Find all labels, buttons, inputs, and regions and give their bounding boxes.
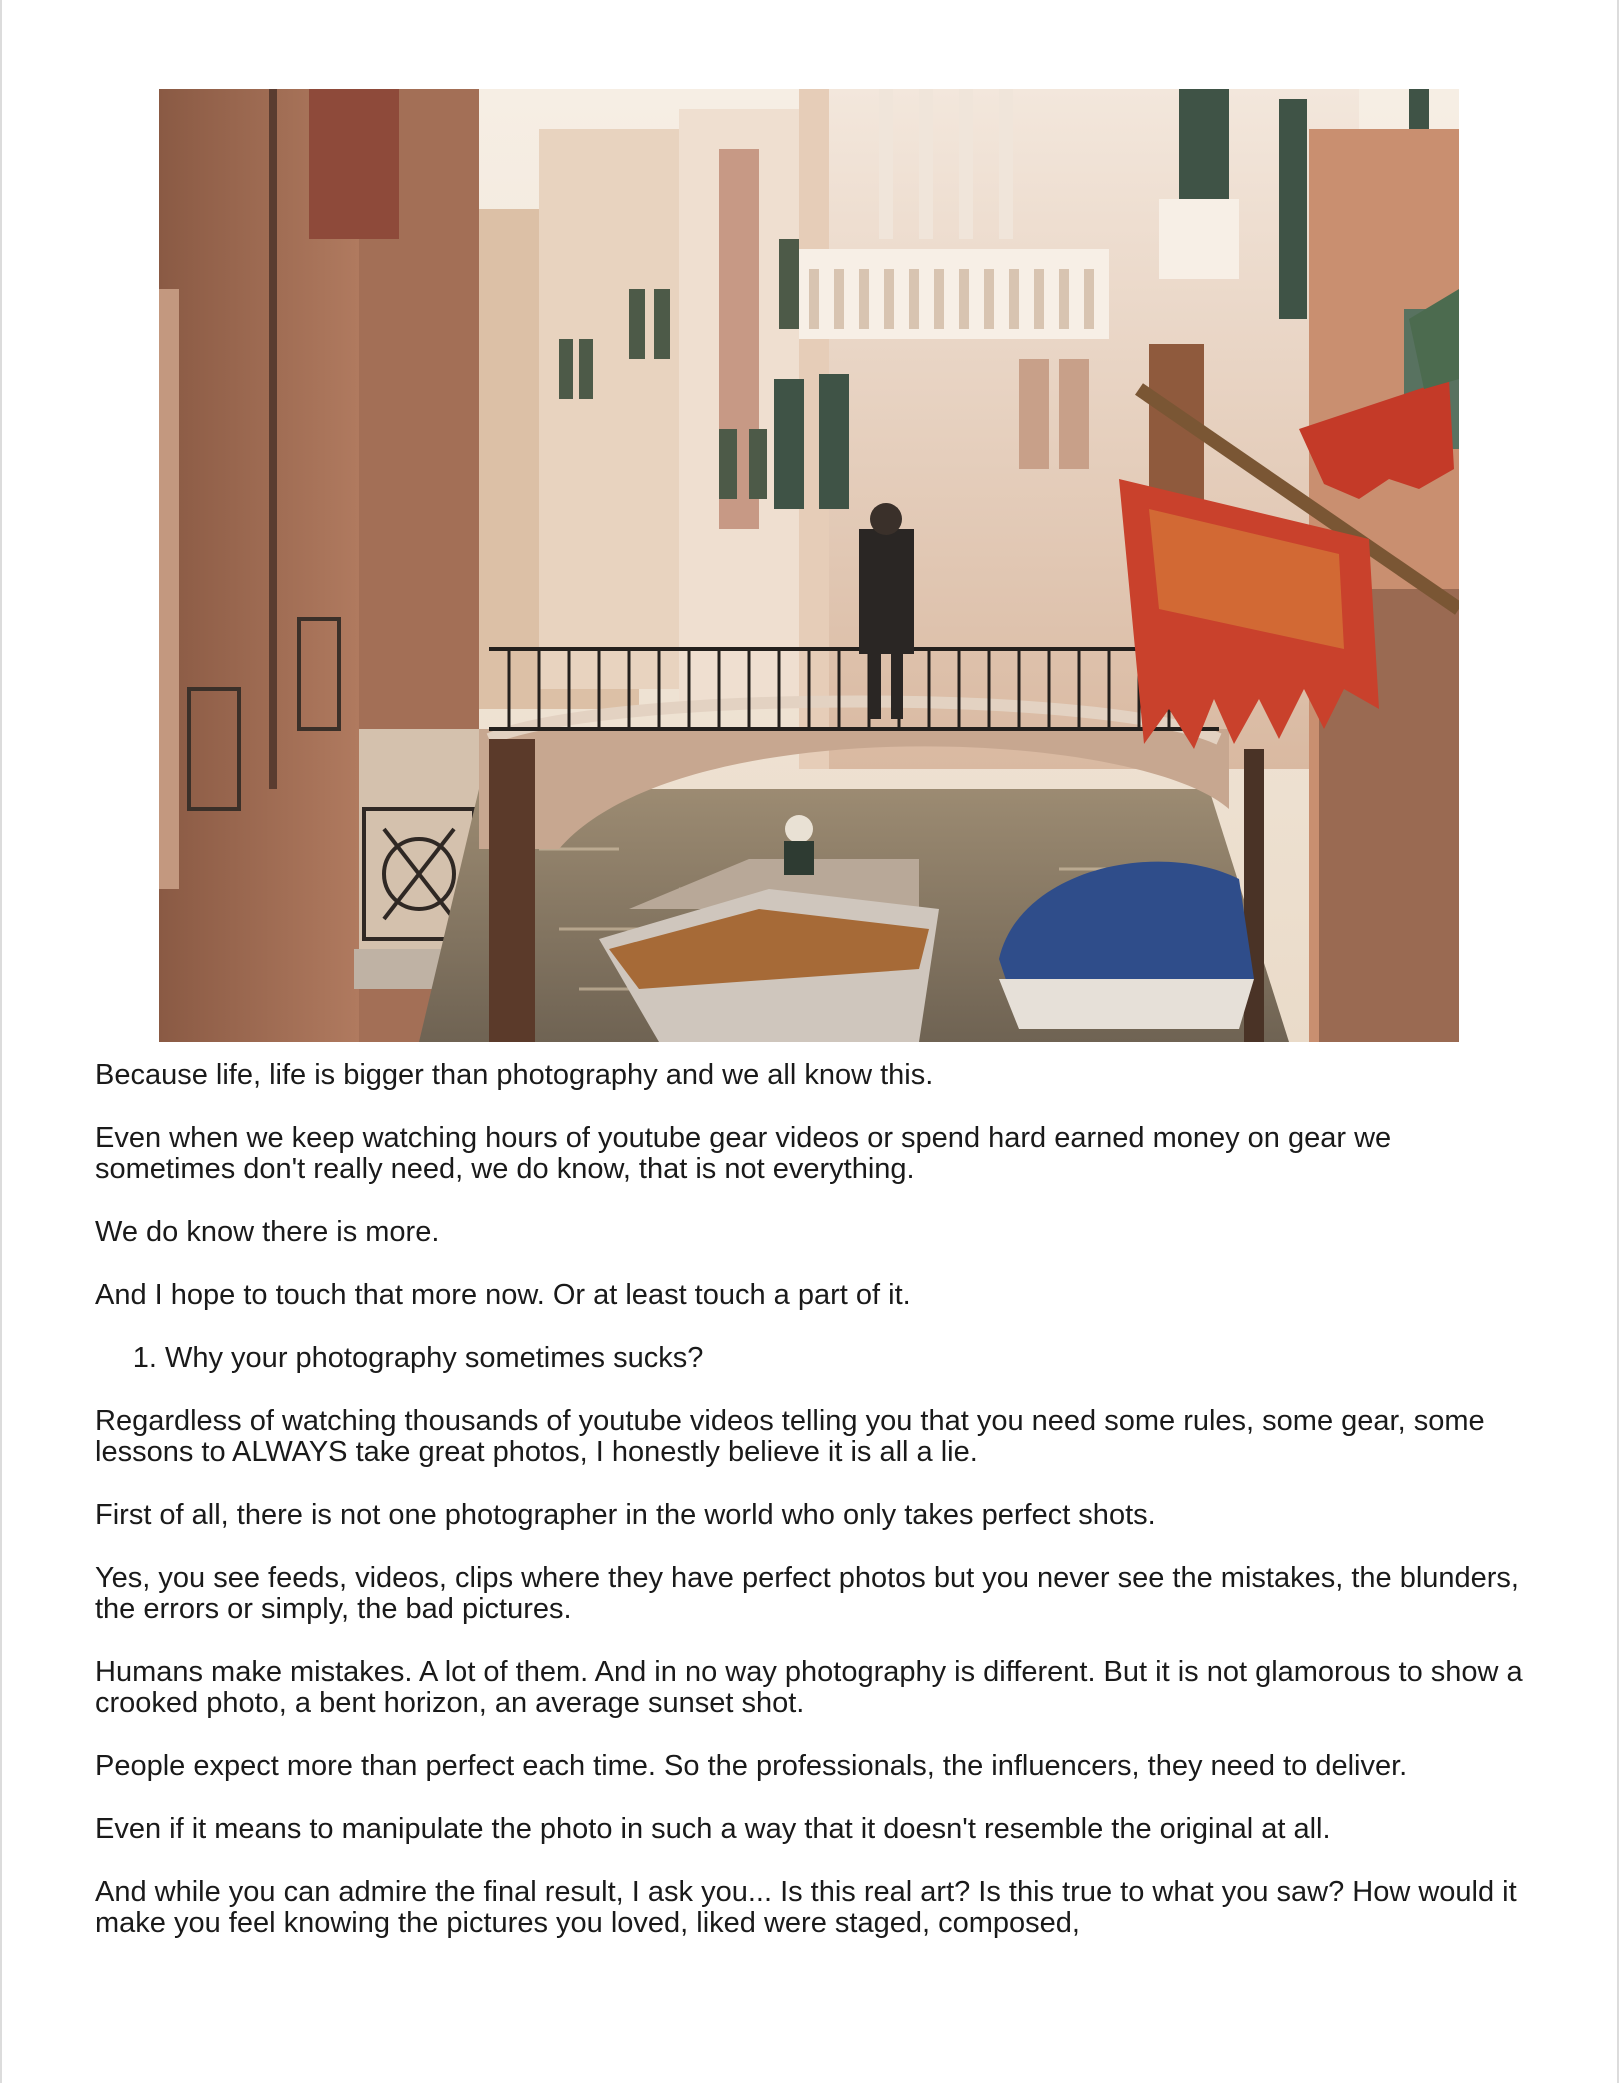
paragraph: And while you can admire the final result, I ask you... Is this real art? Is this true to what you saw? How would it make you feel knowing the pictures you loved, liked were staged, composed,: [95, 1876, 1517, 1939]
paragraph: People expect more than perfect each time. So the professionals, the influencers, they need to deliver.: [95, 1750, 1408, 1782]
venice-canal-bridge-photo-illustration: [159, 89, 1459, 1042]
paragraph: Humans make mistakes. A lot of them. And in no way photography is different. But it is not glamorous to show a crooked photo, a bent horizon, an average sunset shot.: [95, 1656, 1523, 1719]
venice-canal-photo: [159, 89, 1459, 1042]
paragraph: Even when we keep watching hours of youtube gear videos or spend hard earned money on gear we sometimes don't really need, we do know, that is not everything.: [95, 1122, 1392, 1185]
paragraph: Because life, life is bigger than photography and we all know this.: [95, 1059, 934, 1091]
paragraph: We do know there is more.: [95, 1216, 440, 1248]
paragraph: First of all, there is not one photographer in the world who only takes perfect shots.: [95, 1499, 1156, 1531]
paragraph: And I hope to touch that more now. Or at least touch a part of it.: [95, 1279, 911, 1311]
list-item: 1. Why your photography sometimes sucks?: [165, 1343, 1535, 1374]
paragraph: Yes, you see feeds, videos, clips where they have perfect photos but you never see the mistakes, the blunders, the errors or simply, the bad pictures.: [95, 1562, 1519, 1625]
article-body: [95, 1060, 1535, 1971]
numbered-list: [95, 1343, 1535, 1374]
page-edge-left: [0, 0, 2, 2083]
paragraph: Regardless of watching thousands of youtube videos telling you that you need some rules, some gear, some lessons to ALWAYS take great photos, I honestly believe it is all a lie.: [95, 1405, 1485, 1468]
paragraph: Even if it means to manipulate the photo in such a way that it doesn't resemble the original at all.: [95, 1813, 1331, 1845]
